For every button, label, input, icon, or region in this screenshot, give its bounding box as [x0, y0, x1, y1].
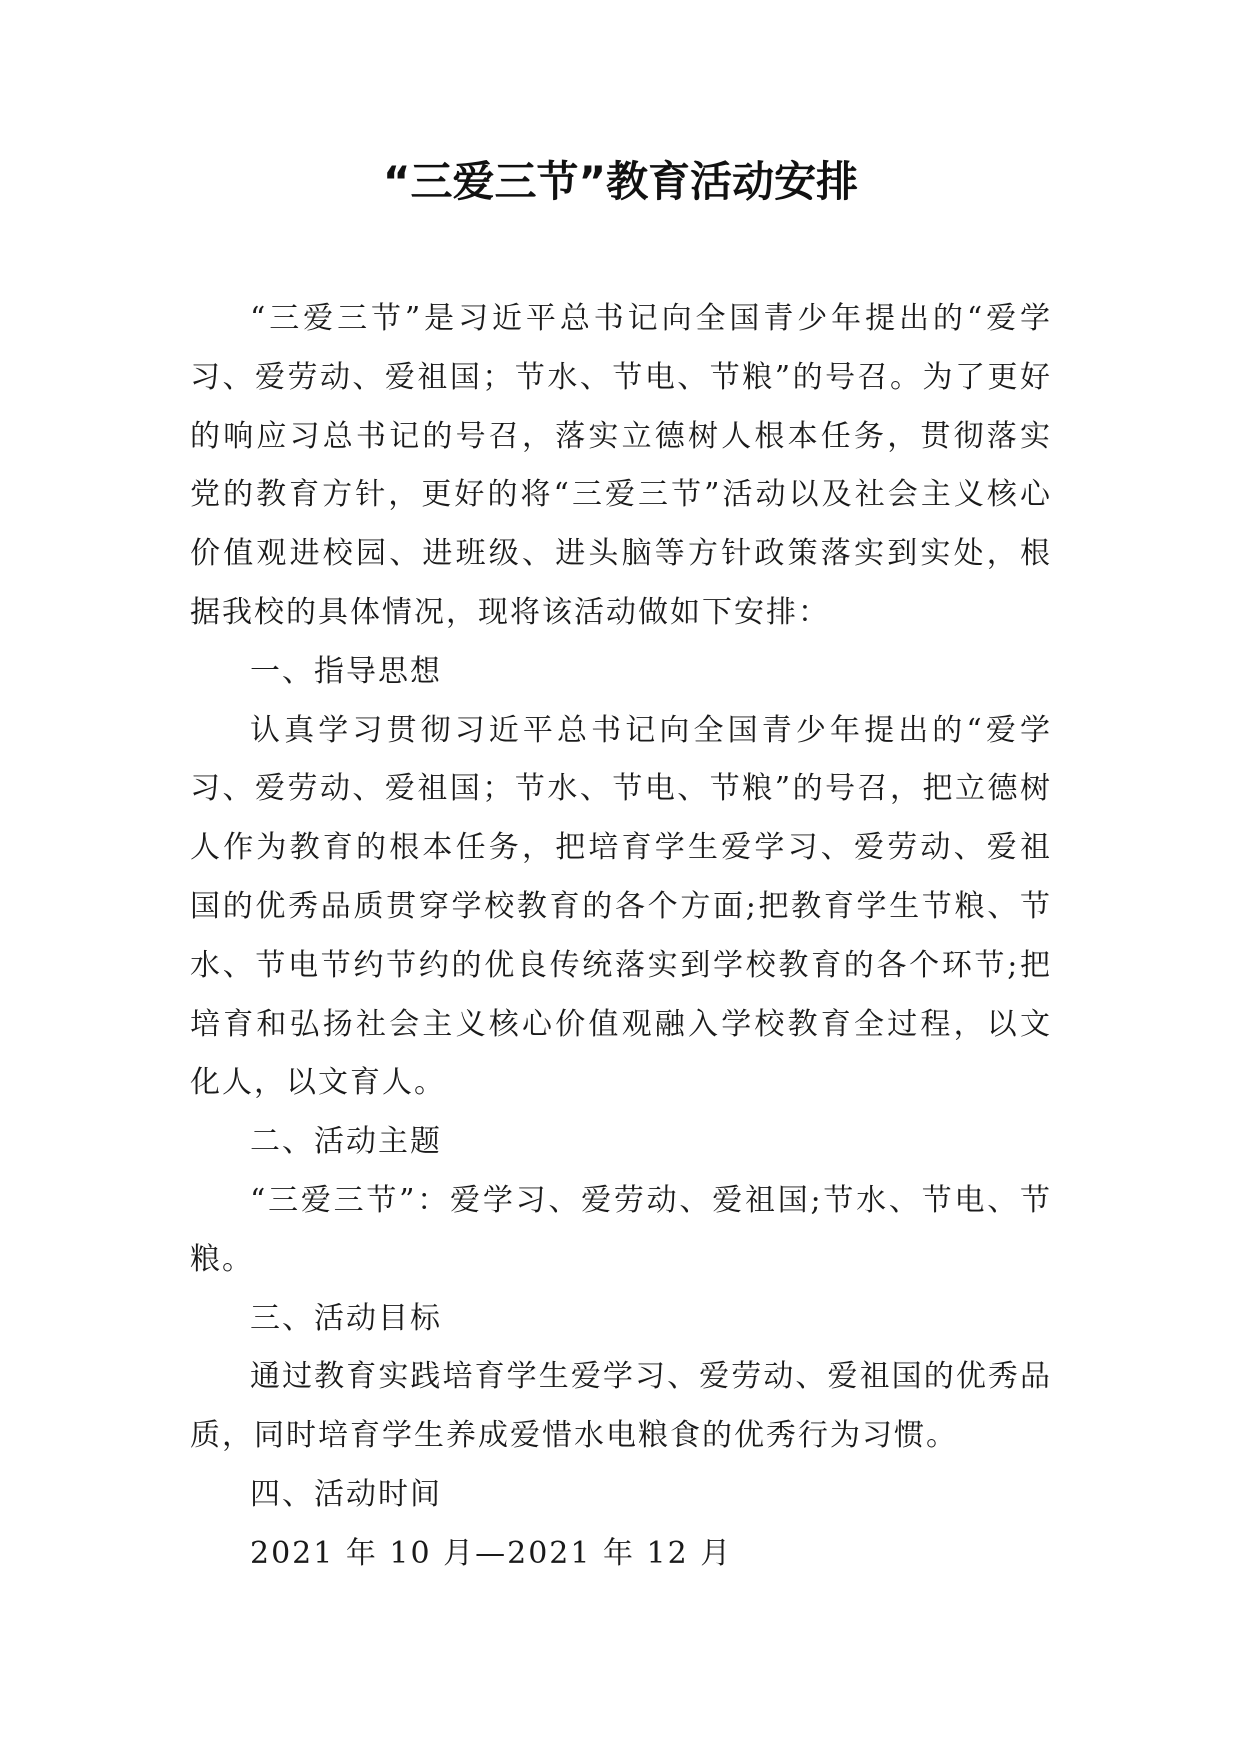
section-heading-activity-time: 四、活动时间 [250, 1476, 442, 1512]
section-content-activity-time: 2021 年 10 月—2021 年 12 月 [250, 1535, 733, 1571]
section-heading-activity-goal: 三、活动目标 [250, 1300, 442, 1336]
section-content-activity-theme: “三爱三节”：爱学习、爱劳动、爱祖国;节水、节电、节粮。 [190, 1182, 1052, 1277]
intro-paragraph: “三爱三节”是习近平总书记向全国青少年提出的“爱学习、爱劳动、爱祖国；节水、节电、节粮”的号召。为了更好的响应习总书记的号召，落实立德树人根本任务，贯彻落实党的教育方针，更好的将“三爱三节”活动以及社会主义核心价值观进校园、进班级、进头脑等方针政策落实到实处，根据我校的具体情况，现将该活动做如下安排： [190, 301, 1052, 630]
section-content-guiding-ideology: 认真学习贯彻习近平总书记向全国青少年提出的“爱学习、爱劳动、爱祖国；节水、节电、节粮”的号召，把立德树人作为教育的根本任务，把培育学生爱学习、爱劳动、爱祖国的优秀品质贯穿学校教育的各个方面;把教育学生节粮、节水、节电节约节约的优良传统落实到学校教育的各个环节;把培育和弘扬社会主义核心价值观融入学校教育全过程，以文化人，以文育人。 [190, 712, 1052, 1101]
section-content-activity-goal: 通过教育实践培育学生爱学习、爱劳动、爱祖国的优秀品质，同时培育学生养成爱惜水电粮食的优秀行为习惯。 [190, 1359, 1052, 1454]
section-heading-guiding-ideology: 一、指导思想 [250, 653, 442, 689]
section-heading-activity-theme: 二、活动主题 [250, 1124, 442, 1160]
document-body [190, 290, 1052, 1584]
document-title: “三爱三节”教育活动安排 [382, 157, 859, 206]
